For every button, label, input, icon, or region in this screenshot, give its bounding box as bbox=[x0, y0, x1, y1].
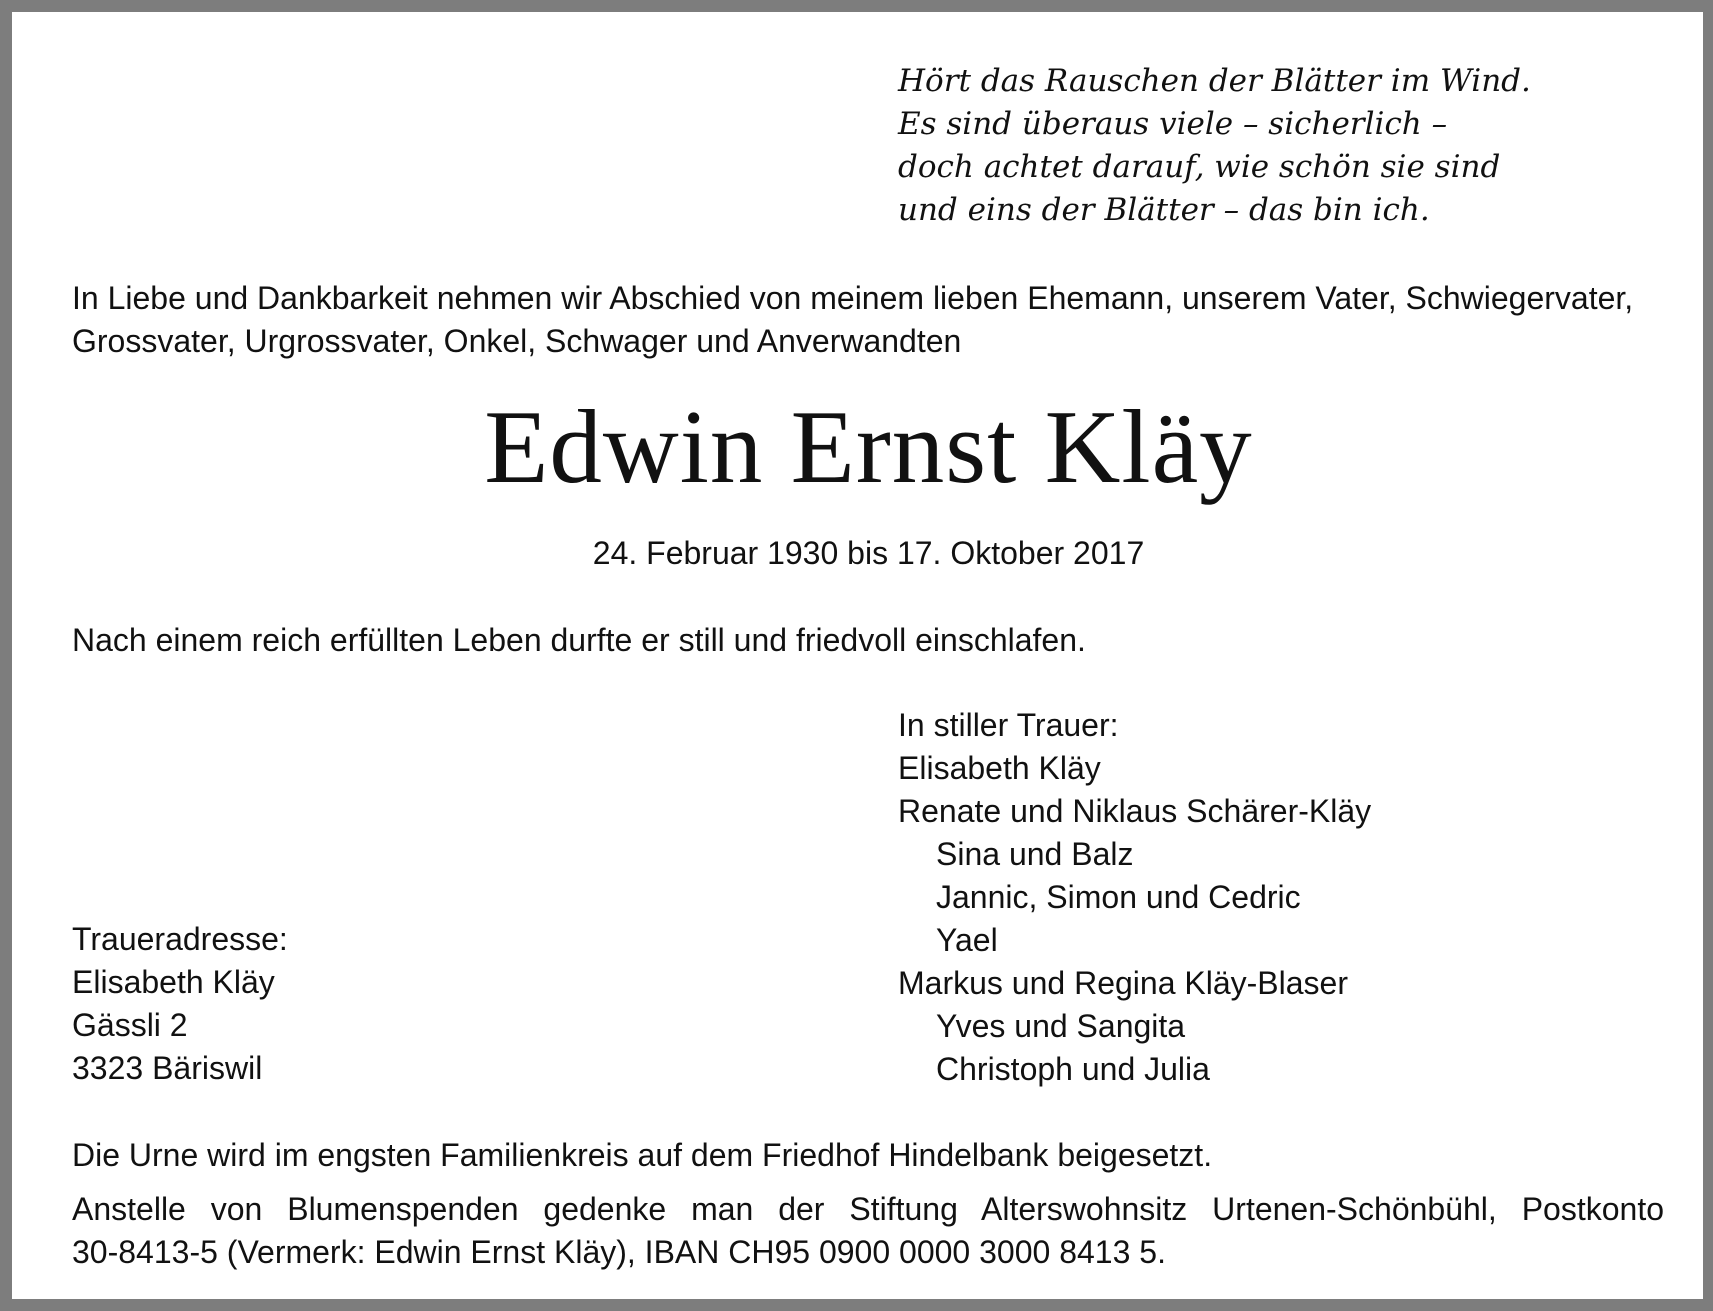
mourner-line: Yael bbox=[936, 922, 998, 958]
donation-note bbox=[72, 1188, 1664, 1274]
intro-line: Grossvater, Urgrossvater, Onkel, Schwager und Anverwandten bbox=[72, 323, 962, 359]
mourners-heading: In stiller Trauer: bbox=[898, 707, 1119, 743]
mourner-line: Elisabeth Kläy bbox=[898, 750, 1101, 786]
donation-line: 30-8413-5 (Vermerk: Edwin Ernst Kläy), IBAN CH95 0900 0000 3000 8413 5. bbox=[72, 1234, 1166, 1270]
mourning-address bbox=[72, 918, 288, 1090]
intro-line: In Liebe und Dankbarkeit nehmen wir Abschied von meinem lieben Ehemann, unserem Vater, Schwiegervater, bbox=[72, 280, 1634, 316]
mourner-line: Markus und Regina Kläy-Blaser bbox=[898, 965, 1348, 1001]
address-city: 3323 Bäriswil bbox=[72, 1050, 263, 1086]
poem-line: Es sind überaus viele – sicherlich – bbox=[898, 106, 1448, 142]
poem-line: und eins der Blätter – das bin ich. bbox=[898, 192, 1430, 228]
mourner-line: Sina und Balz bbox=[936, 836, 1134, 872]
mourners-list bbox=[898, 704, 1371, 1091]
address-heading: Traueradresse: bbox=[72, 921, 288, 957]
life-dates: 24. Februar 1930 bis 17. Oktober 2017 bbox=[592, 535, 1145, 571]
poem bbox=[898, 60, 1531, 232]
burial-note: Die Urne wird im engsten Familienkreis auf dem Friedhof Hindelbank beigesetzt. bbox=[72, 1137, 1213, 1173]
mourner-line: Christoph und Julia bbox=[936, 1051, 1210, 1087]
mourner-line: Jannic, Simon und Cedric bbox=[936, 879, 1301, 915]
donation-line: Anstelle von Blumenspenden gedenke man der Stiftung Alterswohnsitz Urtenen-Schönbühl, Postkonto bbox=[72, 1191, 1664, 1227]
address-name: Elisabeth Kläy bbox=[72, 964, 275, 1000]
farewell-sentence: Nach einem reich erfüllten Leben durfte er still und friedvoll einschlafen. bbox=[72, 622, 1086, 658]
address-street: Gässli 2 bbox=[72, 1007, 188, 1043]
poem-line: Hört das Rauschen der Blätter im Wind. bbox=[898, 63, 1531, 99]
poem-line: doch achtet darauf, wie schön sie sind bbox=[898, 149, 1501, 185]
mourner-line: Yves und Sangita bbox=[936, 1008, 1186, 1044]
mourner-line: Renate und Niklaus Schärer-Kläy bbox=[898, 793, 1372, 829]
intro-text bbox=[72, 277, 1672, 363]
deceased-name: Edwin Ernst Kläy bbox=[484, 388, 1253, 505]
